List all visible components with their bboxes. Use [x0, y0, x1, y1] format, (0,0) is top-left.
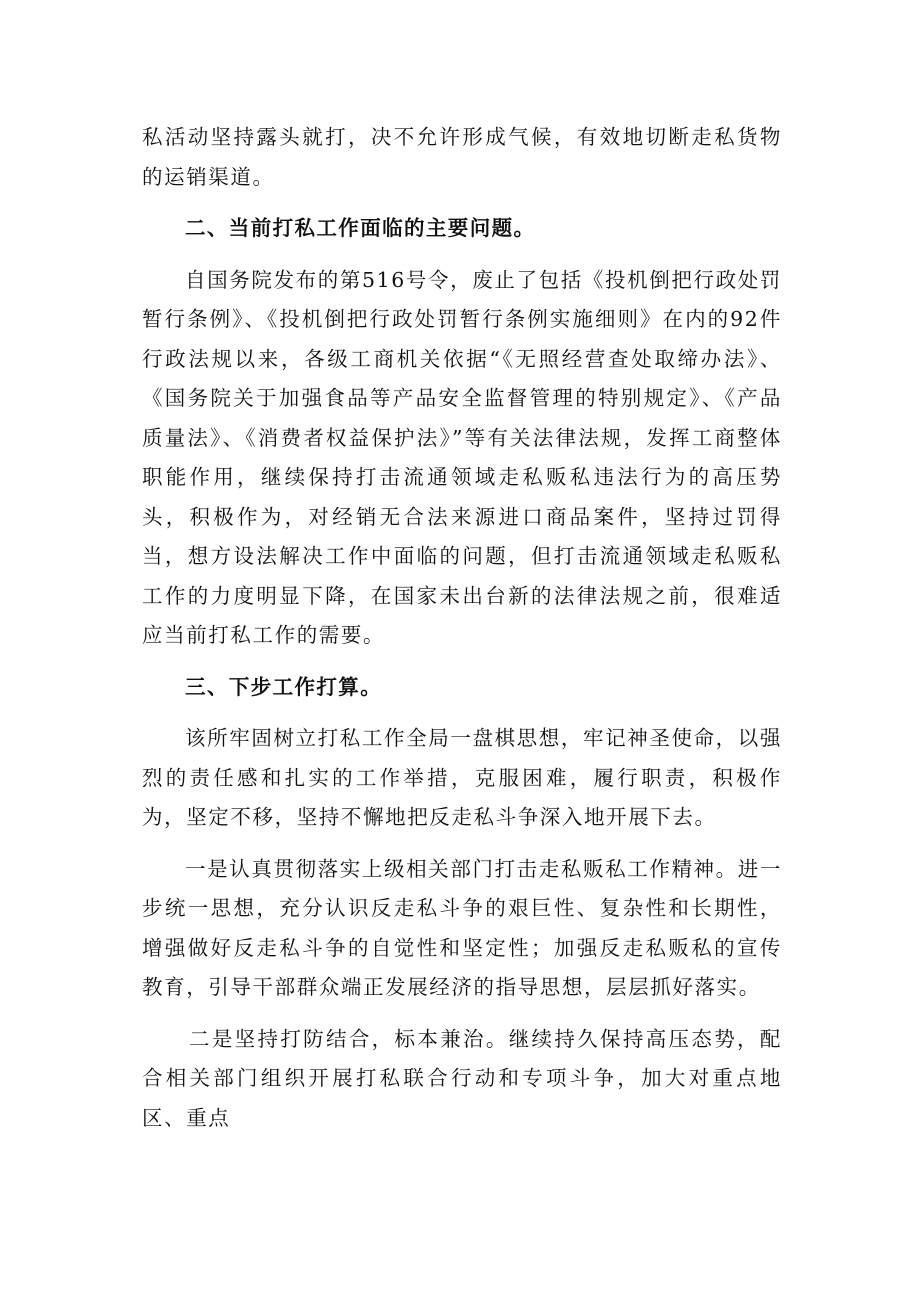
paragraph-plan-point-1: 一是认真贯彻落实上级相关部门打击走私贩私工作精神。进一步统一思想，充分认识反走私斗争的艰巨性、复杂性和长期性，增强做好反走私斗争的自觉性和坚定性；加强反走私贩私的宣传教育，引导干部群众端正发展经济的指导思想，层层抓好落实。: [142, 856, 782, 999]
section-heading-2: 二、当前打私工作面临的主要问题。: [185, 216, 536, 240]
paragraph-continuation: 私活动坚持露头就打，决不允许形成气候，有效地切断走私货物的运销渠道。: [142, 125, 782, 189]
section-heading-3: 三、下步工作打算。: [185, 674, 383, 699]
document-body: [142, 118, 782, 1138]
paragraph-plan-intro: 该所牢固树立打私工作全局一盘棋思想，牢记神圣使命，以强烈的责任感和扎实的工作举措，克服困难，履行职责，积极作为，坚定不移，坚持不懈地把反走私斗争深入地开展下去。: [142, 726, 782, 829]
paragraph-plan-point-2: 二是坚持打防结合，标本兼治。继续持久保持高压态势，配合相关部门组织开展打私联合行动和专项斗争，加大对重点地区、重点: [142, 1026, 782, 1130]
paragraph-problems: 自国务院发布的第516号令，废止了包括《投机倒把行政处罚暂行条例》、《投机倒把行政处罚暂行条例实施细则》在内的92件行政法规以来，各级工商机关依据“《无照经营查处取缔办法》、《国务院关于加强食品等产品安全监督管理的特别规定》、《产品质量法》、《消费者权益保护法》”等有关法律法规，发挥工商整体职能作用，继续保持打击流通领域走私贩私违法行为的高压势头，积极作为，对经销无合法来源进口商品案件，坚持过罚得当，想方设法解决工作中面临的问题，但打击流通领域走私贩私工作的力度明显下降，在国家未出台新的法律法规之前，很难适应当前打私工作的需要。: [142, 267, 782, 647]
